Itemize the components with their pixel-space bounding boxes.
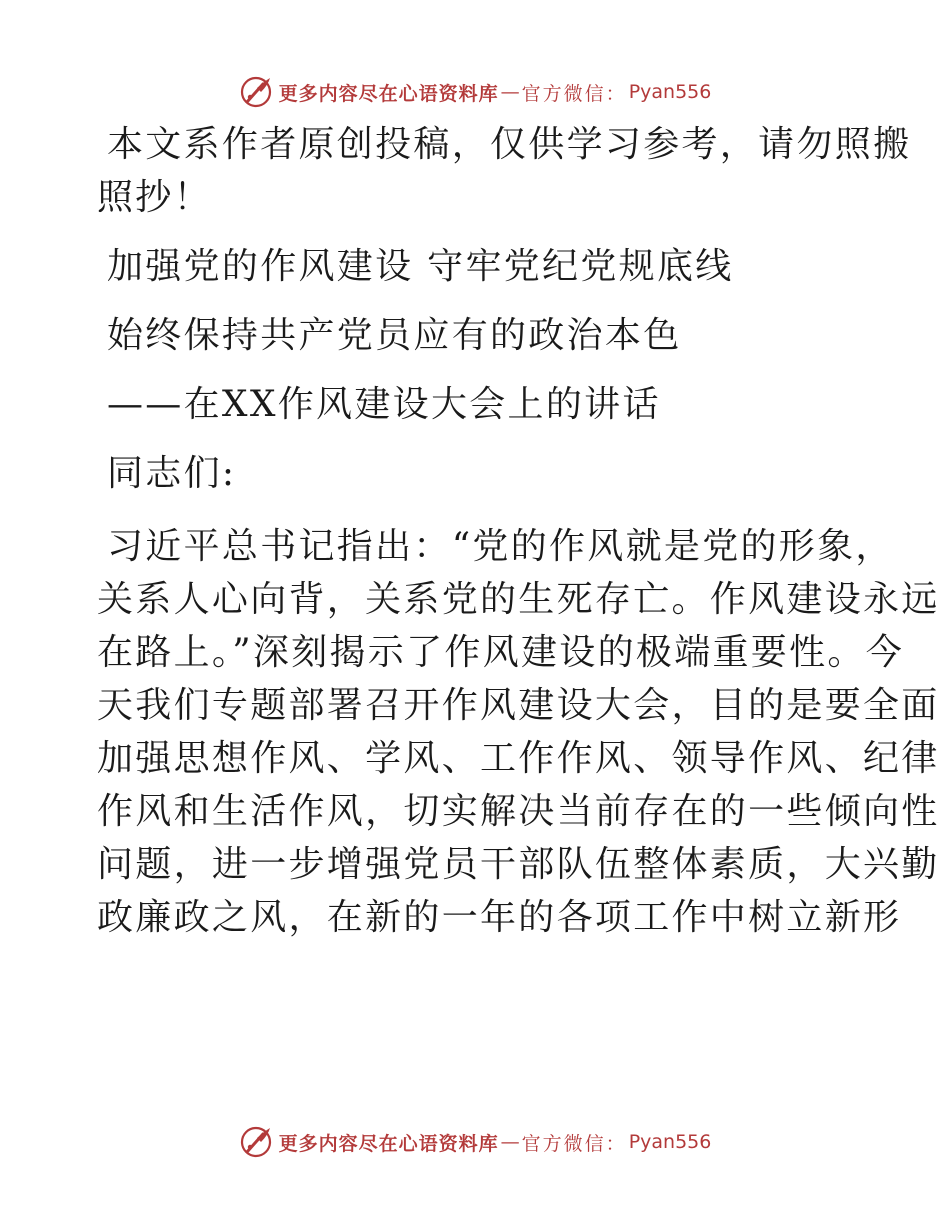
banner-separator: — [500,1131,520,1153]
notice-line: 本文系作者原创投稿，仅供学习参考，请勿照搬 [107,124,912,165]
banner-wechat-label: 官方微信： [521,1132,627,1155]
title-line: 始终保持共产党员应有的政治本色 [107,315,682,356]
paragraph-line: 政廉政之风，在新的一年的各项工作中树立新形 [97,897,902,938]
paragraph-line: 关系人心向背，关系党的生死存亡。作风建设永远 [97,579,940,620]
paragraph-line: 问题，进一步增强党员干部队伍整体素质，大兴勤 [97,844,940,885]
salutation [97,447,857,500]
banner-wechat-id: Pyan556 [628,1131,712,1153]
paragraph-line: 习近平总书记指出：“党的作风就是党的形象， [107,526,894,567]
quill-logo-icon [239,75,273,109]
quill-logo-icon [239,1125,273,1159]
paragraph-line: 加强思想作风、学风、工作作风、领导作风、纪律 [97,738,940,779]
banner-separator: — [500,81,520,103]
speech-paragraph [97,520,940,944]
copyright-notice [97,118,912,224]
paragraph-line: 天我们专题部署召开作风建设大会，目的是要全面 [97,685,940,726]
salutation-line: 同志们: [107,453,237,494]
paragraph-line: 作风和生活作风，切实解决当前存在的一些倾向性 [97,791,940,832]
document-subtitle [97,378,857,431]
document-title-second [97,309,857,362]
paragraph-line: 在路上。”深刻揭示了作风建设的极端重要性。今 [97,632,905,673]
notice-line: 照抄！ [97,177,212,218]
document-title [97,240,857,293]
header-watermark-banner [0,72,950,112]
subtitle-line: ——在XX作风建设大会上的讲话 [107,384,661,425]
title-line: 加强党的作风建设 守牢党纪党规底线 [107,246,734,287]
document-body [97,118,940,944]
banner-brand-text: 更多内容尽在心语资料库 [278,82,499,105]
footer-watermark-banner [0,1122,950,1162]
banner-wechat-label: 官方微信： [521,82,627,105]
banner-wechat-id: Pyan556 [628,81,712,103]
banner-brand-text: 更多内容尽在心语资料库 [278,1132,499,1155]
